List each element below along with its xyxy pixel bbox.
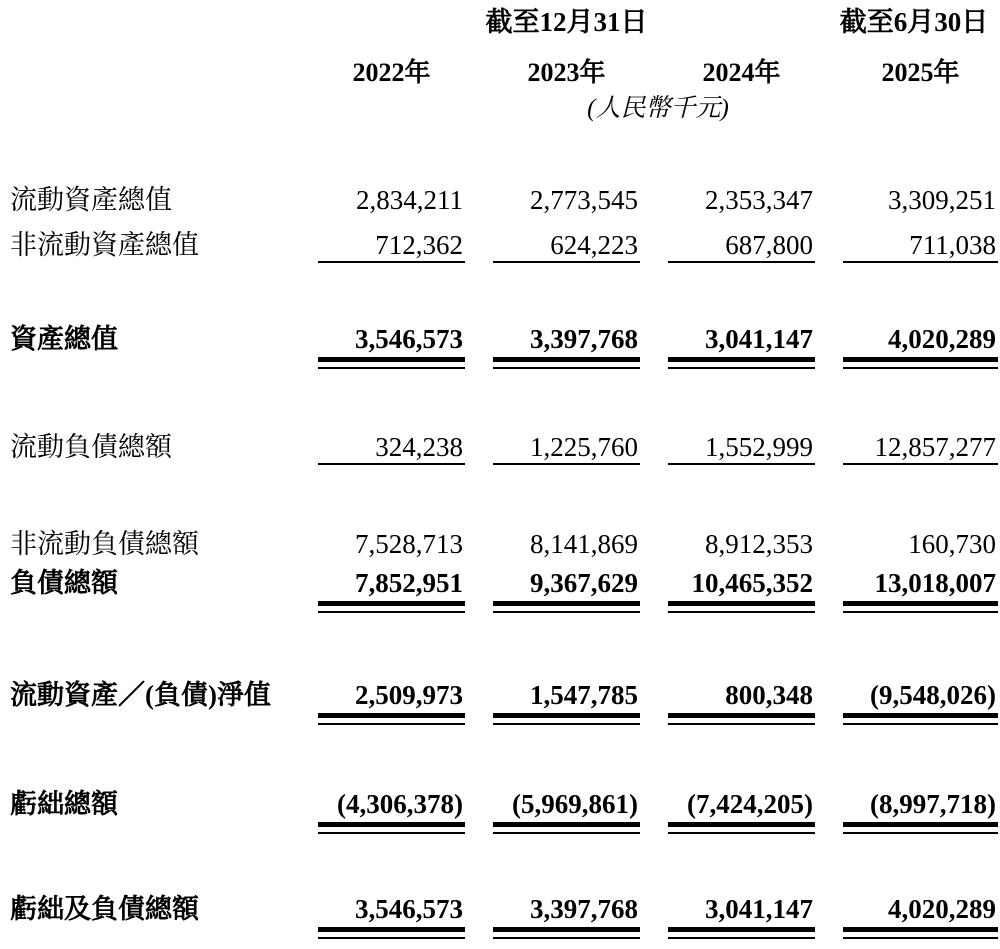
value-cell: 324,238 (318, 425, 465, 470)
value-cell: 9,367,629 (493, 561, 640, 606)
row-label: 非流動負債總額 (10, 529, 199, 559)
value-cell: 12,857,277 (843, 425, 998, 470)
value-cell: 4,020,289 (843, 317, 998, 362)
row-label: 流動資產／(負債)淨值 (10, 680, 271, 710)
period-header-dec31: 截至12月31日 (485, 7, 648, 37)
year-header-2025: 2025年 (881, 58, 960, 87)
value-cell: 624,223 (493, 223, 640, 268)
value-cell: 3,546,573 (318, 317, 465, 362)
year-header-2023: 2023年 (527, 58, 606, 87)
value-cell: 2,353,347 (705, 185, 813, 215)
row-label: 非流動資產總值 (10, 230, 199, 260)
value-cell: 10,465,352 (668, 561, 815, 606)
period-header-jun30: 截至6月30日 (839, 7, 989, 37)
table-row (0, 782, 1000, 827)
table-row (0, 887, 1000, 932)
row-label: 流動資產總值 (10, 185, 172, 215)
value-cell: 800,348 (668, 673, 815, 718)
row-label: 虧絀總額 (10, 789, 118, 819)
value-cell: 160,730 (908, 529, 996, 559)
year-header-spacer (0, 50, 300, 95)
row-label: 資產總值 (10, 324, 118, 354)
value-cell: (5,969,861) (493, 782, 640, 827)
value-cell: (7,424,205) (668, 782, 815, 827)
value-cell: (4,306,378) (318, 782, 465, 827)
value-cell: 4,020,289 (843, 887, 998, 932)
row-label: 負債總額 (10, 568, 118, 598)
value-cell: 3,397,768 (493, 887, 640, 932)
value-cell: (8,997,718) (843, 782, 998, 827)
value-cell: 2,834,211 (356, 185, 463, 215)
value-cell: 2,509,973 (318, 673, 465, 718)
table-row (0, 317, 1000, 362)
table-row (0, 673, 1000, 718)
value-cell: 3,041,147 (668, 317, 815, 362)
row-label: 流動負債總額 (10, 432, 172, 462)
value-cell: 7,528,713 (355, 529, 463, 559)
value-cell: 7,852,951 (318, 561, 465, 606)
value-cell: (9,548,026) (843, 673, 998, 718)
value-cell: 3,309,251 (888, 185, 996, 215)
row-label: 虧絀及負債總額 (10, 894, 199, 924)
value-cell: 8,141,869 (530, 529, 638, 559)
value-cell: 687,800 (668, 223, 815, 268)
value-cell: 1,552,999 (668, 425, 815, 470)
value-cell: 3,041,147 (668, 887, 815, 932)
value-cell: 8,912,353 (705, 529, 813, 559)
table-row (0, 425, 1000, 470)
value-cell: 2,773,545 (530, 185, 638, 215)
value-cell: 3,397,768 (493, 317, 640, 362)
table-row (0, 561, 1000, 606)
value-cell: 712,362 (318, 223, 465, 268)
year-header-2024: 2024年 (702, 58, 781, 87)
value-cell: 1,547,785 (493, 673, 640, 718)
value-cell: 3,546,573 (318, 887, 465, 932)
value-cell: 711,038 (843, 223, 998, 268)
table-row (0, 178, 1000, 223)
table-row (0, 223, 1000, 268)
currency-unit-note: (人民幣千元) (587, 95, 729, 122)
value-cell: 13,018,007 (843, 561, 998, 606)
value-cell: 1,225,760 (493, 425, 640, 470)
year-header-2022: 2022年 (352, 58, 431, 87)
